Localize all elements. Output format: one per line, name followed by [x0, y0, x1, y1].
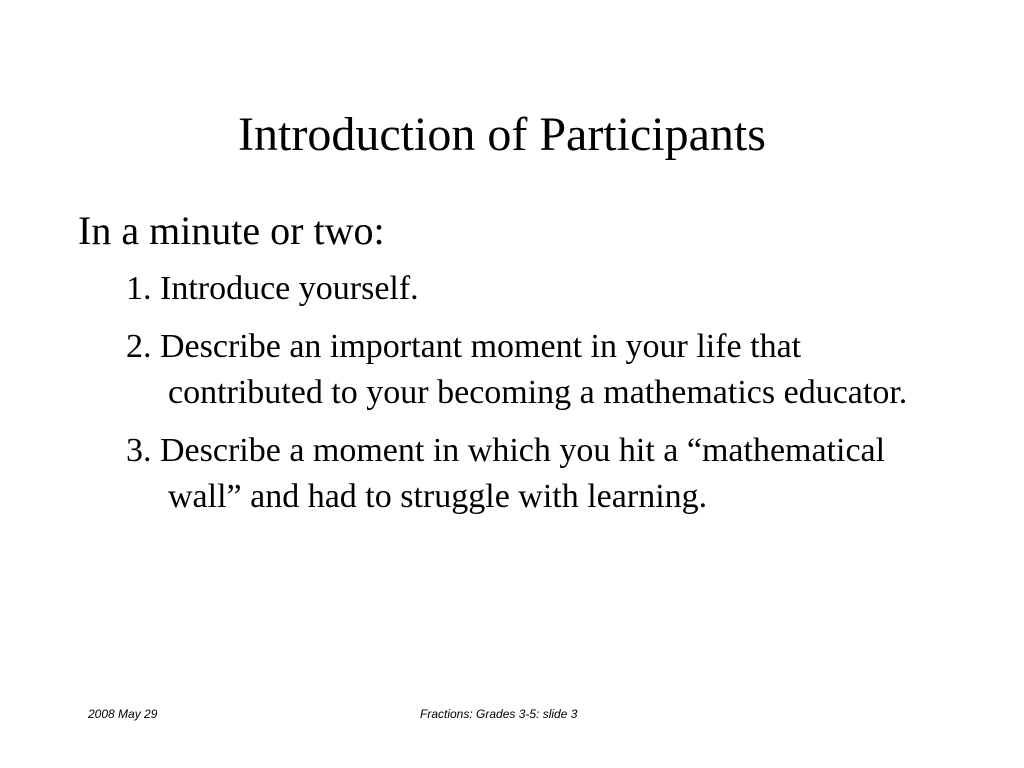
lead-text: In a minute or two:: [78, 208, 385, 253]
list-item: 3. Describe a moment in which you hit a “mathematical wall” and had to struggle with learning.: [126, 432, 886, 515]
slide-title: Introduction of Participants: [238, 108, 766, 161]
list-item: 1. Introduce yourself.: [126, 270, 419, 307]
list-item: 2. Describe an important moment in your life that contributed to your becoming a mathematics educator.: [126, 328, 908, 411]
slide-body: [78, 206, 958, 532]
footer-date: 2008 May 29: [88, 707, 158, 721]
footer-slide-label: Fractions: Grades 3-5: slide 3: [420, 707, 578, 721]
instruction-list: [78, 266, 958, 520]
